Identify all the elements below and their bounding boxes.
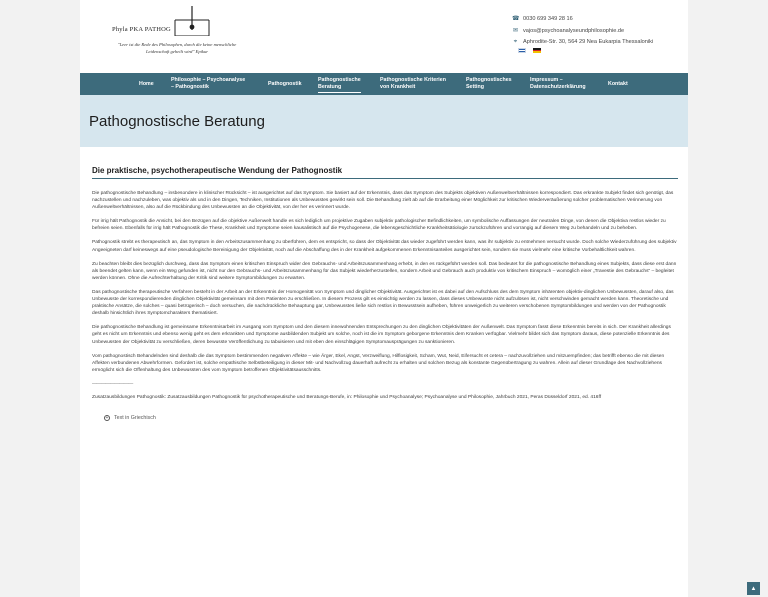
- greek-text-link[interactable]: [104, 415, 678, 421]
- page-title: Pathognostische Beratung: [89, 113, 265, 130]
- email-text: vajos@psychoanalyseundphilosophie.de: [523, 27, 625, 34]
- flag-german-icon[interactable]: [533, 48, 541, 53]
- nav-setting[interactable]: Pathognostisches Setting: [466, 77, 512, 90]
- arrow-up-icon: ▲: [750, 585, 757, 592]
- location-icon: ⌖: [513, 39, 518, 46]
- nav-home[interactable]: Home: [139, 80, 154, 87]
- greek-text-label: Text in Griechisch: [114, 414, 156, 421]
- footnote: Zusatzausbildungen Pathognostik: Zusatzausbildungen Pathognostik für psychotherapeutische und Beratungs-Berufe, in: Philosophie und Psychoanalyse; Psychoanalyse und Philosophie, Jahrbuch 2021, Peras Düsseldorf 2021, ed. 416ff: [92, 394, 602, 400]
- phone-text: 0030 699 349 28 16: [523, 16, 573, 22]
- contact-info: [512, 14, 653, 49]
- article-paragraph: Das pathognostische therapeutische Verfahren besteht in der Arbeit an der Erkenntnis der Homogenität von Symptom und dinglicher Objektivität. Ausgerichtet ist es dabei auf den Aufschluss des dem Symptom inhärenten objektiv-dinglichen Unbewussten, darauf also, das Unbewusste der korrespondierenden dinglichen Objektivität gemeinsam mit dem Patienten zu erschließen. In diesem Prozess gilt es einsichtig werden zu lassen, dass dieses Unbewusste nicht aufzulösen ist, nicht verschwinden gemacht werden kann. Theoretische und praktische Ansätze, die solches – quasi betrügerisch – doch versuchen, die nachdrückliche Behauptung gar, Unbewusstes ließe sich restlos in Bewusstsein aufheben, führen unweigerlich zu weiteren verschobenen Symptombildungen und werden von der Pathognostik deshalb hinsichtlich ihres Symptomcharakters thematisiert.: [92, 289, 674, 317]
- nav-philosophie[interactable]: Philosophie – Psychoanalyse – Pathognostik: [171, 77, 246, 90]
- contact-email[interactable]: [512, 26, 653, 38]
- address-text: Aphrodite-Str. 30, 564 29 Nea Eukarpia Thessaloniki: [523, 39, 654, 46]
- article-paragraph: Die pathognostische Behandlung – insbesondere in klinischer Rücksicht – ist ausgerichtet auf das Symptom. Sie basiert auf der Erkenntnis, dass das Symptom des Subjekts objektiven Außenweltverhältnissen korrespondiert. Das erkrankte Subjekt findet sich genötigt, das nachzustellen und nachzuleben, was objektiv als und in den Dingen, Techniken, Institutionen als Unbewusstes gewirkt sein soll. Die Behandlung zielt ab auf die Erarbeitung einer Möglichkeit zur kritischen Wiederveräußerung solcher problematischen Verinnerung von Außenweltverhältnissen, also auf die Rückbindung des Unbewussten an die Objektivität, von der her es verinnert wurde.: [92, 191, 674, 211]
- page-banner: [80, 95, 688, 147]
- main-nav: [80, 73, 688, 95]
- article-paragraph: Die pathognostische Behandlung ist gemeinsame Erkenntnisarbeit im Ausgang vom Symptom und den diesem innewohnenden Entsprechungen zu den dinglichen Objektivitäten der Außenwelt. Das Symptom fasst diese Erkenntnis bereits in sich. Der Krankheit allerdings geht es nicht um Erkenntnis und ebenso wenig geht es dem erkrankten und Symptome ausbildenden Subjekt um solche, noch ist die im Symptom geborgene Erkenntnis dem Kranken verfügbar. Vielmehr bildet sich das Symptom daraus, diese potenzielle Erkenntnis des Unbewussten der Objektivität zu verschließen, deren bewusste Veröffentlichung zu tabuisieren und mit eben den einschlägigen Symptomausprägungen zu sanktionieren.: [92, 325, 671, 345]
- article-paragraph: Pathognostik strebt es therapeutisch an, das Symptom in den Arbeitszusammenhang zu überführen, dem es entspricht, so dass der Objektivität das wieder zugeführt werden kann, was ihr subjektiv zu entnehmen versucht wurde. Doch solche Wiederzuführung des subjektiv Angeeigneten darf keineswegs auf eine pseudologische Bereinigung der Objektivität, noch auf die Abschaffung des in der Krankheit aufgekommenen Erkenntnisanteiles ausgerichtet sein, sondern sie muss vielmehr eine kritische Vorbehaltlichkeit wahren.: [92, 240, 677, 253]
- article-paragraph: Vom pathognostisch Behandelnden sind deshalb die das Symptom bestimmenden negativen Affekte – wie Ärger, Ekel, Angst, Verzweiflung, Hilflosigkeit, Scham, Wut, Neid, Eifersucht et cetera – nachzuvollziehen und mitzuempfinden; das betrifft ebenso die mit diesen Affekten verbundenen Abwehrformen. Gefordert ist, solche empathische Selbstbeteiligung in dieser Mit- und Nachvollzug dauerhaft aufrecht zu erhalten und solchen Bezug als konstante Gegenübertragung zu wahren. Allein auf dieser Grundlage des Nachvollziehens ermöglicht sich die Offenhaltung des Unbewussten des vom Symptom betroffenen Objektivitätsausschnitts.: [92, 353, 665, 373]
- nav-pathognostik[interactable]: Pathognostik: [268, 80, 302, 87]
- contact-phone[interactable]: [512, 14, 653, 26]
- nav-kriterien[interactable]: Pathognostische Kriterien von Krankheit: [380, 77, 446, 90]
- nav-impressum[interactable]: Impressum – Datenschutzerklärung: [530, 77, 586, 90]
- nav-beratung[interactable]: Pathognostische Beratung: [318, 73, 361, 95]
- logo-name: Phyla PKA PATHOG: [112, 26, 171, 33]
- language-switcher: [518, 48, 541, 53]
- flag-greek-icon[interactable]: [518, 48, 526, 53]
- article-paragraph: Für irrig hält Pathognostik die Ansicht, bei den Bezügen auf die objektive Außenwelt handle es sich lediglich um projektive Zugaben subjektiv pathologischer Befindlichkeiten, um symbolische Auffassungen der neutralen Dinge, von denen die Objektiva restlos wieder zu befreien seien. Ebenfalls für irrig hält Pathognostik die These, Krankheit und Symptome seien kausalistisch auf die Psychogenese, die lebensgeschichtliche Krankheitsätiologie zurückzuführen und vorrangig auf diesem Weg zu behandeln und zu beheben.: [92, 219, 666, 232]
- phone-icon: ☎: [512, 16, 520, 22]
- logo-quote: "Leer ist die Rede des Philosophen, durch die keine menschliche Leidenschaft geheilt wird" Epikur: [117, 42, 237, 54]
- page-container: [80, 0, 688, 597]
- nav-kontakt[interactable]: Kontakt: [608, 80, 628, 87]
- mail-icon: ✉: [512, 27, 519, 34]
- article-heading: Die praktische, psychotherapeutische Wendung der Pathognostik: [92, 166, 678, 179]
- logo-symbol-icon: [172, 6, 212, 36]
- site-logo[interactable]: [112, 6, 242, 66]
- article: [92, 166, 678, 421]
- scroll-to-top-button[interactable]: [747, 582, 760, 595]
- article-paragraph: Zu beachten bleibt dies bezüglich durchweg, dass das Symptom einen kritischen Einspruch wider den Gebrauchs- und Arbeitszusammenhang erhebt, in den es rückgeführt werden soll. Das bedeutet für die pathognostische Behandlung eines Subjekts, dass diese erst dann als beendet gelten kann, wenn ein Weg gefunden ist, nicht nur den Gebrauchs- und Arbeitszusammenhang für das Subjekt wiederherzustellen, sondern Arbeit und Gebrauch auch produktiv von kritischem Einspruch – womöglich einer „Travestie des Gebrauchs“ – begleitet werden können. Ohne die Aufrechterhaltung der Kritik sind weitere Symptombildungen zu erwarten.: [92, 261, 677, 281]
- globe-icon: +: [105, 414, 109, 421]
- footnote-separator: —————————: [92, 381, 133, 387]
